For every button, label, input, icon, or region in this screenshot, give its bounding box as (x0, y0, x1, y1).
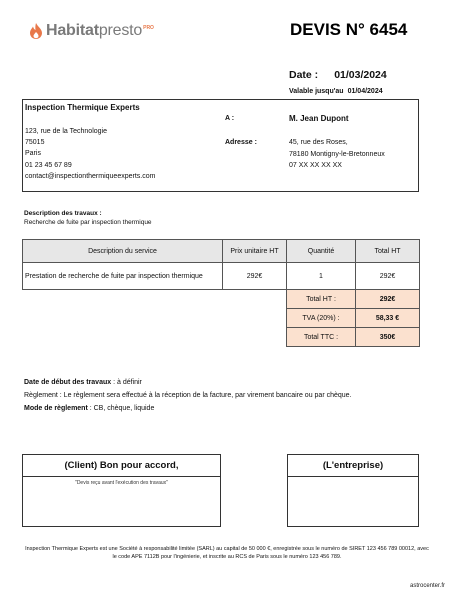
date-label: Date : (289, 69, 319, 81)
company-email: contact@inspectionthermiqueexperts.com (25, 173, 156, 180)
header-description: Description du service (23, 240, 223, 263)
company-phone: 01 23 45 67 89 (25, 162, 72, 169)
payment-mode-label: Mode de règlement (24, 405, 88, 412)
description-text: Recherche de fuite par inspection thermique (24, 219, 152, 226)
parties-box (22, 99, 419, 192)
header-unit-price: Prix unitaire HT (223, 240, 287, 263)
divider (23, 476, 220, 477)
row-quantity: 1 (287, 263, 356, 290)
row-total: 292€ (356, 263, 420, 290)
client-address-label: Adresse : (225, 139, 257, 146)
total-ttc-row (287, 328, 420, 347)
client-name: M. Jean Dupont (289, 114, 349, 123)
header-total: Total HT (356, 240, 420, 263)
header-quantity: Quantité (287, 240, 356, 263)
tva-row (287, 309, 420, 328)
client-signature-note: "Devis reçu avant l'exécution des travaux" (75, 480, 168, 486)
valid-value: 01/04/2024 (347, 88, 383, 95)
tva-label: TVA (20%) : (287, 309, 356, 328)
payment-mode-line (24, 405, 154, 412)
date-value: 01/03/2024 (334, 69, 387, 81)
row-description: Prestation de recherche de fuite par inspection thermique (23, 263, 223, 290)
client-to-label: A : (225, 115, 235, 122)
quote-title: DEVIS N° 6454 (290, 20, 408, 39)
totals-table (286, 289, 420, 347)
total-ht-label: Total HT : (287, 290, 356, 309)
company-signature-title: (L'entreprise) (322, 460, 384, 471)
total-ht-row (287, 290, 420, 309)
client-address-line: 45, rue des Roses, (289, 139, 348, 146)
payment-mode-value: : CB, chèque, liquide (87, 405, 155, 412)
brand-suffix: PRO (143, 24, 154, 31)
company-postcode: 75015 (25, 139, 45, 146)
quote-validity (289, 88, 387, 95)
client-address-line: 78180 Montigny-le-Bretonneux (289, 151, 385, 158)
total-ttc-value: 350€ (356, 328, 420, 347)
total-ht-value: 292€ (356, 290, 420, 309)
brand-name-light: presto (98, 22, 143, 39)
start-date-label: Date de début des travaux (24, 379, 112, 386)
quote-date (289, 69, 403, 81)
total-ttc-label: Total TTC : (287, 328, 356, 347)
items-table (22, 239, 420, 290)
divider (288, 476, 418, 477)
company-street: 123, rue de la Technologie (25, 128, 107, 135)
client-signature-box[interactable] (22, 454, 221, 527)
brand-name (46, 22, 142, 40)
table-header-row (23, 240, 420, 263)
table-row (23, 263, 420, 290)
brand-name-bold: Habitat (46, 22, 99, 39)
company-signature-box[interactable] (287, 454, 419, 527)
client-signature-title: (Client) Bon pour accord, (64, 460, 179, 471)
payment-rules: Règlement : Le règlement sera effectué à la réception de la facture, par virement bancaire ou par chèque. (24, 392, 352, 399)
legal-footer: Inspection Thermique Experts est une Société à responsabilité limitée (SARL) au capital de 50 000 €, enregistrée sous le numéro de SIRET 123 456 789 00012, avec le code APE 7112B pour l'ingénierie, et inscrite au RCS de Paris sous le numéro 123 456 789. (25, 546, 429, 560)
brand-logo (29, 21, 154, 41)
description-label: Description des travaux : (24, 210, 102, 217)
start-date-value: : à définir (111, 379, 142, 386)
watermark: astrocenter.fr (409, 583, 445, 589)
tva-value: 58,33 € (356, 309, 420, 328)
company-city: Paris (25, 150, 41, 157)
company-name: Inspection Thermique Experts (25, 103, 140, 112)
row-unit-price: 292€ (223, 263, 287, 290)
valid-label: Valable jusqu'au (289, 88, 344, 95)
flame-icon (29, 23, 43, 39)
start-date-line (24, 379, 142, 386)
client-address-line: 07 XX XX XX XX (289, 162, 342, 169)
